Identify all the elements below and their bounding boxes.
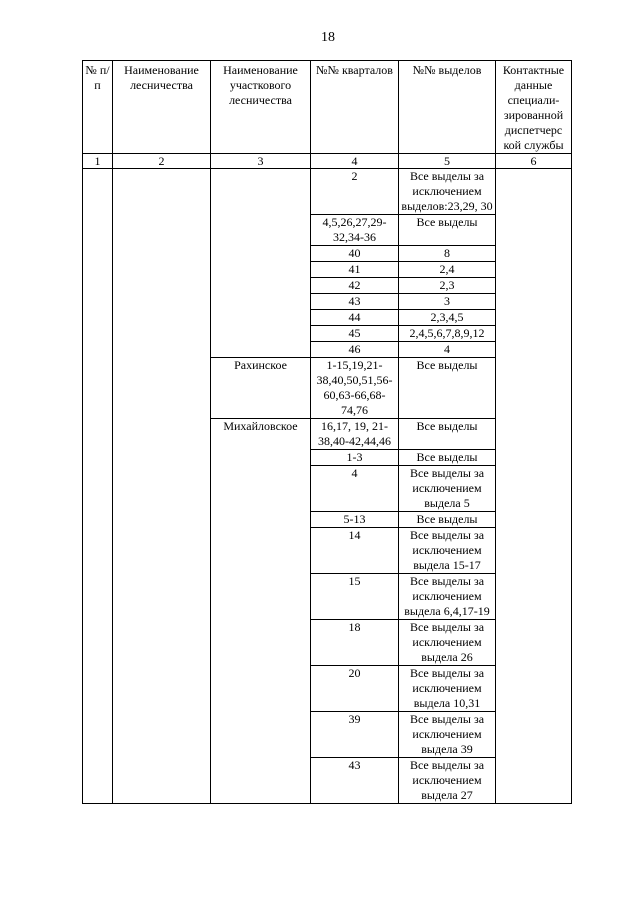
quarters-cell: 39 [311,712,399,758]
table-row [83,169,572,215]
plots-cell: Все выделы за исключением выдела 5 [399,466,496,512]
quarters-cell: 41 [311,262,399,278]
header-contacts: Контактные данные специали-зированной диспетчерс кой службы [496,61,572,154]
plots-cell: Все выделы [399,215,496,246]
table-body [83,169,572,804]
forestry-table [82,60,572,804]
header-quarters: №№ кварталов [311,61,399,154]
column-number-row [83,154,572,169]
table-header-row [83,61,572,154]
column-number: 6 [496,154,572,169]
quarters-cell: 1-3 [311,450,399,466]
quarters-cell: 44 [311,310,399,326]
number-cell [83,169,113,804]
plots-cell: 2,3 [399,278,496,294]
quarters-cell: 43 [311,294,399,310]
plots-cell: Все выделы [399,419,496,450]
plots-cell: Все выделы за исключением выдела 15-17 [399,528,496,574]
plots-cell: Все выделы [399,450,496,466]
quarters-cell: 5-13 [311,512,399,528]
plots-cell: 8 [399,246,496,262]
plots-cell: 4 [399,342,496,358]
plots-cell: Все выделы за исключением выделов:23,29, 30 [399,169,496,215]
column-number: 3 [211,154,311,169]
quarters-cell: 45 [311,326,399,342]
plots-cell: Все выделы за исключением выдела 6,4,17-19 [399,574,496,620]
plots-cell: Все выделы за исключением выдела 39 [399,712,496,758]
plots-cell: Все выделы за исключением выдела 10,31 [399,666,496,712]
quarters-cell: 43 [311,758,399,804]
quarters-cell: 14 [311,528,399,574]
quarters-cell: 18 [311,620,399,666]
quarters-cell: 20 [311,666,399,712]
column-number: 4 [311,154,399,169]
quarters-cell: 4,5,26,27,29-32,34-36 [311,215,399,246]
plots-cell: Все выделы за исключением выдела 27 [399,758,496,804]
district-cell: Михайловское [211,419,311,804]
district-cell [211,169,311,358]
column-number: 5 [399,154,496,169]
contacts-cell [496,169,572,804]
quarters-cell: 42 [311,278,399,294]
quarters-cell: 16,17, 19, 21-38,40-42,44,46 [311,419,399,450]
header-district-forestry: Наименование участкового лесничества [211,61,311,154]
plots-cell: Все выделы [399,512,496,528]
quarters-cell: 4 [311,466,399,512]
quarters-cell: 1-15,19,21-38,40,50,51,56-60,63-66,68-74,76 [311,358,399,419]
quarters-cell: 15 [311,574,399,620]
header-number: № п/п [83,61,113,154]
forestry-cell [113,169,211,804]
header-plots: №№ выделов [399,61,496,154]
header-forestry: Наименование лесничества [113,61,211,154]
plots-cell: 3 [399,294,496,310]
district-cell: Рахинское [211,358,311,419]
plots-cell: 2,3,4,5 [399,310,496,326]
plots-cell: Все выделы [399,358,496,419]
plots-cell: 2,4,5,6,7,8,9,12 [399,326,496,342]
page-number: 18 [321,30,335,45]
quarters-cell: 2 [311,169,399,215]
plots-cell: Все выделы за исключением выдела 26 [399,620,496,666]
column-number: 2 [113,154,211,169]
quarters-cell: 40 [311,246,399,262]
column-number: 1 [83,154,113,169]
quarters-cell: 46 [311,342,399,358]
plots-cell: 2,4 [399,262,496,278]
